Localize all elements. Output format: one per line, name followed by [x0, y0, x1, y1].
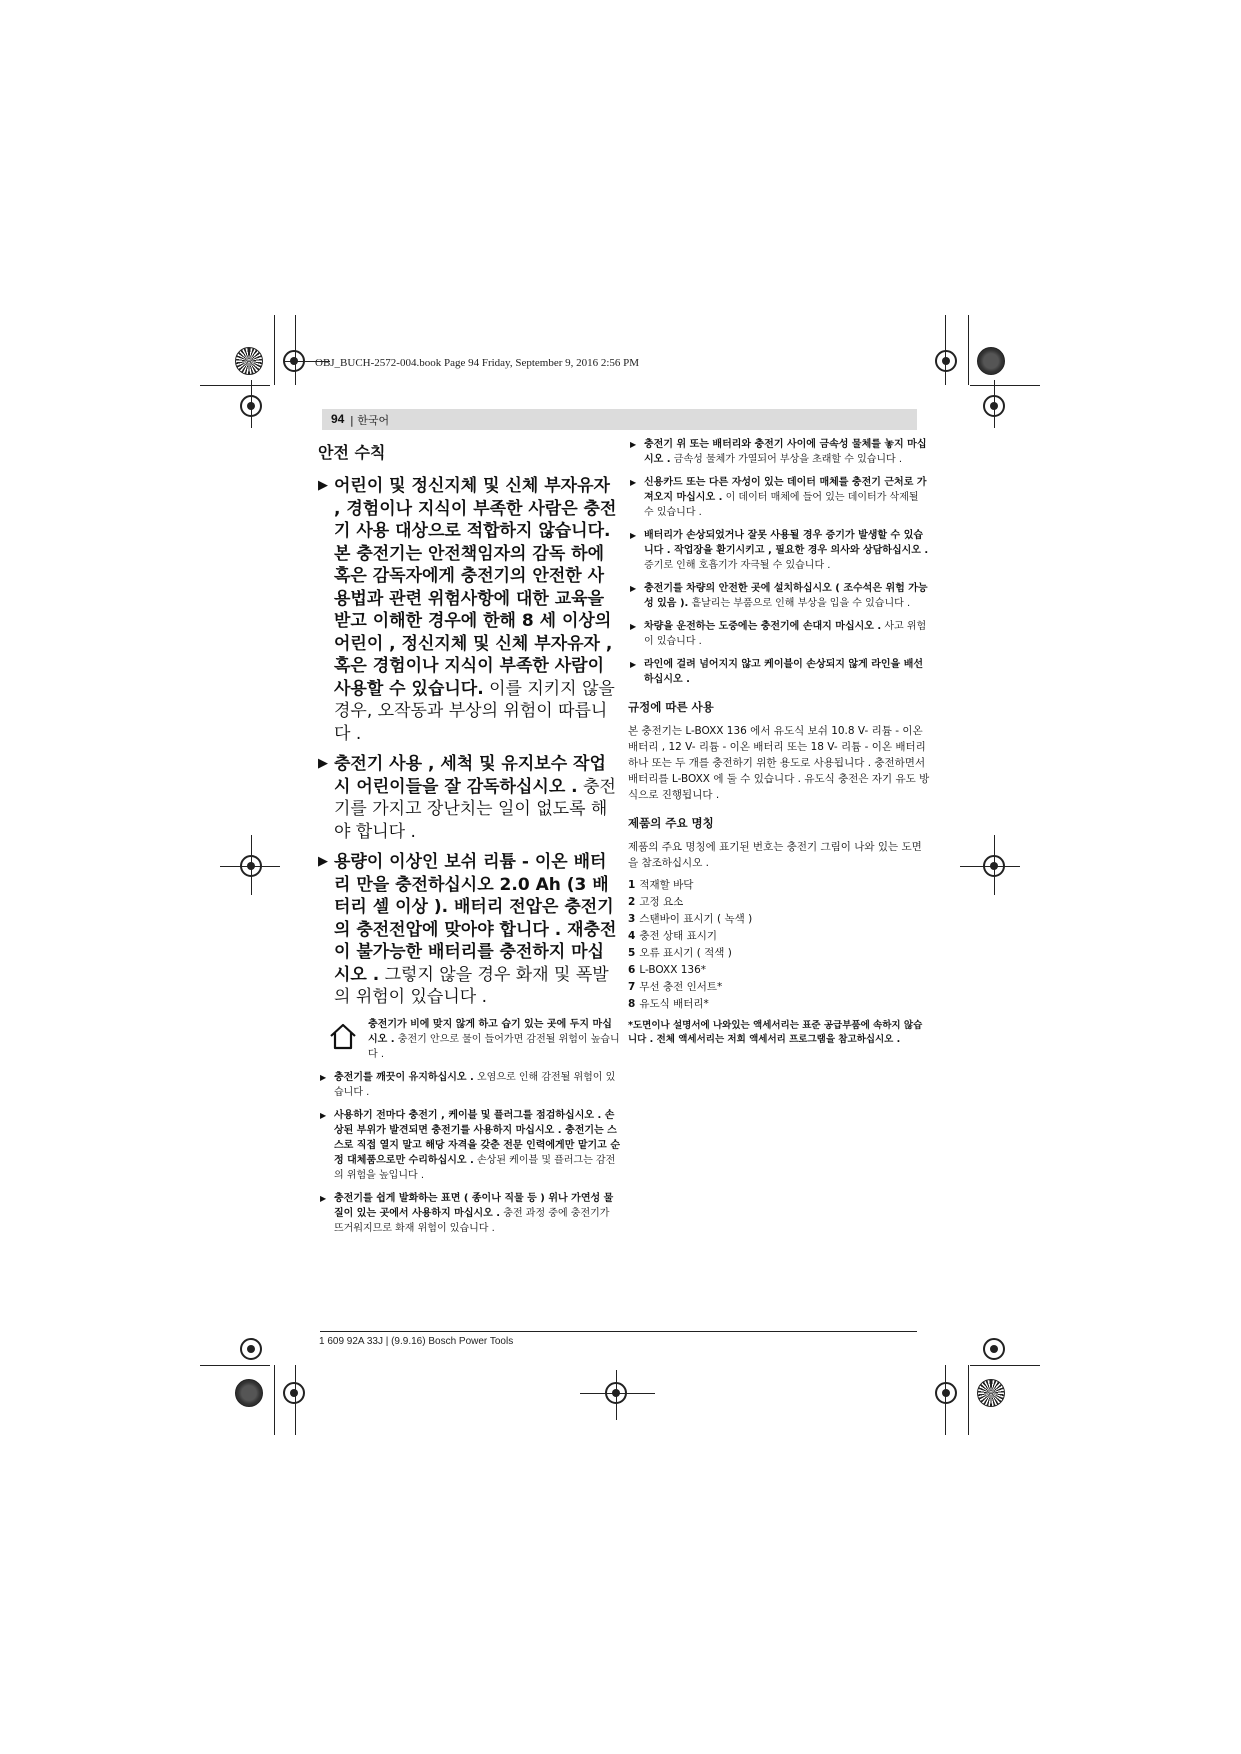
crop-line [200, 1365, 270, 1366]
crop-line [968, 315, 969, 385]
component-number: 3 [628, 913, 636, 925]
page-header-bar [322, 409, 917, 430]
list-item [628, 911, 930, 928]
crop-line [616, 1370, 617, 1420]
list-item [628, 996, 930, 1013]
bullet-arrow-icon: ▶ [318, 756, 328, 771]
file-header: OBJ_BUCH-2572-004.book Page 94 Friday, September 9, 2016 2:56 PM [315, 357, 640, 369]
list-item [628, 928, 930, 945]
registration-target-bottom-left [235, 1379, 263, 1407]
indoor-use-text: 충전기 안으로 물이 들어가면 감전될 위험이 높습니다 . [368, 1033, 620, 1060]
safety-item-text: 이 데이터 매체에 들어 있는 데이터가 삭제될 수 있습니다 . [644, 492, 919, 518]
crop-line [945, 315, 946, 385]
right-column [628, 437, 930, 1047]
indoor-use-bold: 충전기가 비에 맞지 않게 하고 습기 있는 곳에 두지 마십시오 . [368, 1018, 612, 1045]
safety-item-small [628, 619, 930, 649]
safety-item-bold: 배터리가 손상되었거나 잘못 사용될 경우 증기가 발생할 수 있습니다 . 작업장을 환기시키고 , 필요한 경우 의사와 상담하십시오 . [644, 530, 929, 556]
safety-item-bold: 용량이 이상인 보쉬 리튬 - 이온 배터리 만을 충전하십시오 2.0 Ah (3 배터리 셀 이상 ). 배터리 전압은 충전기의 충전전압에 맞아야 합니다 . 재충전이 불가능한 배터리를 충전하지 마십시오 . [334, 852, 617, 985]
crosshair-mark [283, 1382, 305, 1404]
component-number: 5 [628, 947, 636, 959]
crop-line [970, 385, 1040, 386]
component-number: 4 [628, 930, 636, 942]
safety-item [318, 475, 620, 745]
bullet-arrow-icon: ▶ [630, 531, 637, 540]
safety-item-text: 충전 과정 중에 충전기가 뜨거워지므로 화재 위험이 있습니다 . [334, 1207, 610, 1234]
crop-line [960, 866, 1020, 867]
crop-line [274, 315, 275, 385]
bullet-arrow-icon: ▶ [318, 478, 328, 493]
page-number: 94 [331, 412, 345, 426]
registration-target-bottom-right [977, 1379, 1005, 1407]
component-number: 7 [628, 981, 636, 993]
crop-line [970, 1365, 1040, 1366]
component-label: 오류 표시기 ( 적색 ) [636, 947, 732, 959]
crop-line [200, 385, 270, 386]
safety-item-small [318, 1191, 620, 1236]
crop-line [220, 866, 280, 867]
list-item [628, 894, 930, 911]
safety-item [318, 851, 620, 1009]
component-label: 무선 충전 인서트* [636, 981, 723, 993]
page-footer: 1 609 92A 33J | (9.9.16) Bosch Power Tools [319, 1336, 514, 1347]
registration-target-top-left [235, 347, 263, 375]
safety-item-text: 증기로 인해 호흡기가 자극될 수 있습니다 . [644, 560, 831, 571]
safety-item-small [628, 475, 930, 520]
intended-use-heading: 규정에 따른 사용 [628, 700, 714, 714]
bullet-arrow-icon: ▶ [630, 584, 637, 593]
safety-item-text: 손상된 케이블 및 플러그는 감전의 위험을 높입니다 . [334, 1154, 616, 1181]
crop-line [295, 1365, 296, 1435]
crosshair-mark [935, 350, 957, 372]
left-column [318, 440, 620, 1244]
safety-item-bold: 차량을 운전하는 도중에는 충전기에 손대지 마십시오 . [644, 621, 882, 632]
safety-item-bold: 어린이 및 정신지체 및 신체 부자유자 , 경험이나 지식이 부족한 사람은 충전기 사용 대상으로 적합하지 않습니다. 본 충전기는 안전책임자의 감독 하에 혹은 감독자에게 충전기의 안전한 사용법과 관련 위험사항에 대한 교육을 받고 이해한 경우에 한해 8 세 이상의 어린이 , 정신지체 및 신체 부자유자 , 혹은 경험이나 지식이 부족한 사람이 사용할 수 있습니다. [334, 476, 617, 699]
crosshair-mark [240, 1338, 262, 1360]
safety-item-bold: 신용카드 또는 다른 자성이 있는 데이터 매체를 충전기 근처로 가져오지 마십시오 . [644, 477, 927, 503]
safety-item-small [628, 528, 930, 573]
bullet-arrow-icon: ▶ [320, 1193, 327, 1203]
safety-item-small [628, 581, 930, 611]
safety-item-bold: 라인에 걸려 넘어지지 않고 케이블이 손상되지 않게 라인을 배선하십시오 . [644, 659, 924, 685]
safety-item-bold: 충전기 위 또는 배터리와 충전기 사이에 금속성 물체를 놓지 마십시오 . [644, 439, 927, 465]
component-number: 6 [628, 964, 636, 976]
safety-item [318, 753, 620, 843]
safety-item-text: 사고 위험이 있습니다 . [644, 621, 927, 647]
crosshair-mark [935, 1382, 957, 1404]
accessories-note: *도면이나 설명서에 나와있는 액세서리는 표준 공급부품에 속하지 않습니다 . 전체 액세서리는 저희 액세서리 프로그램을 참고하십시오 . [628, 1020, 923, 1045]
component-label: 고정 요소 [636, 896, 684, 908]
component-number: 8 [628, 998, 636, 1010]
list-item [628, 979, 930, 996]
intended-use-text: 본 충전기는 L-BOXX 136 에서 유도식 보쉬 10.8 V- 리튬 - 이온 배터리 , 12 V- 리튬 - 이온 배터리 또는 18 V- 리튬 - 이온 배터리 하나 또는 두 개를 충전하기 위한 용도로 사용됩니다 . 충전하면서 배터리를 L-BOXX 에 둘 수 있습니다 . 유도식 충전은 자기 유도 방식으로 진행됩니다 . [628, 725, 930, 801]
component-label: 충전 상태 표시기 [636, 930, 718, 942]
bullet-arrow-icon: ▶ [318, 854, 328, 869]
section-title: 안전 수칙 [318, 443, 386, 462]
bullet-arrow-icon: ▶ [630, 660, 637, 669]
safety-item-bold: 충전기를 차량의 안전한 곳에 설치하십시오 ( 조수석은 위험 가능성 있음 ). [644, 583, 928, 609]
safety-item-small [628, 657, 930, 687]
bullet-arrow-icon: ▶ [320, 1110, 327, 1120]
list-item [628, 877, 930, 894]
safety-item-small [318, 1070, 620, 1100]
crosshair-mark [983, 1338, 1005, 1360]
bullet-arrow-icon: ▶ [630, 622, 637, 631]
crop-line [295, 315, 296, 385]
list-item [628, 945, 930, 962]
component-label: 적재할 바닥 [636, 879, 694, 891]
components-intro: 제품의 주요 명칭에 표기된 번호는 충전기 그림이 나와 있는 도면을 참조하십시오 . [628, 841, 922, 869]
component-label: 유도식 배터리* [636, 998, 709, 1010]
list-item [628, 962, 930, 979]
safety-item-bold: 충전기 사용 , 세척 및 유지보수 작업 시 어린이들을 잘 감독하십시오 . [334, 754, 606, 797]
component-label: 스탠바이 표시기 ( 녹색 ) [636, 913, 753, 925]
crop-line [580, 1393, 655, 1394]
safety-item-text: 금속성 물체가 가열되어 부상을 초래할 수 있습니다 . [670, 454, 903, 465]
safety-item-text: 오염으로 인해 감전될 위험이 있습니다 . [334, 1071, 616, 1098]
component-number: 1 [628, 879, 636, 891]
crop-line [994, 835, 995, 895]
safety-item-small [318, 1108, 620, 1183]
crop-line [251, 835, 252, 895]
safety-item-text: 충전기를 가지고 장난치는 일이 없도록 해야 합니다 . [334, 776, 616, 842]
safety-item-text: 그렇지 않을 경우 화재 및 폭발의 위험이 있습니다 . [334, 964, 609, 1007]
bullet-arrow-icon: ▶ [630, 478, 637, 487]
crop-line [994, 380, 995, 428]
safety-item-bold: 충전기를 깨끗이 유지하십시오 . [334, 1071, 474, 1083]
safety-item-small [628, 437, 930, 467]
component-number: 2 [628, 896, 636, 908]
crop-line [274, 1365, 275, 1435]
safety-item-text: 흩날리는 부품으로 인해 부상을 입을 수 있습니다 . [688, 598, 911, 609]
registration-target-top-right [977, 347, 1005, 375]
bullet-arrow-icon: ▶ [630, 440, 637, 449]
safety-item-text: 이를 지키지 않을 경우, 오작동과 부상의 위험이 따릅니다 . [334, 678, 615, 744]
crop-line [945, 1365, 946, 1435]
components-list [628, 877, 930, 1013]
component-label: L-BOXX 136* [636, 964, 707, 976]
safety-item-bold: 충전기를 쉽게 발화하는 표면 ( 종이나 직물 등 ) 위나 가연성 물질이 있는 곳에서 사용하지 마십시오 . [334, 1192, 614, 1219]
indoor-use-item [318, 1017, 620, 1062]
bullet-arrow-icon: ▶ [320, 1072, 327, 1082]
safety-item-bold: 사용하기 전마다 충전기 , 케이블 및 플러그를 점검하십시오 . 손상된 부위가 발견되면 충전기를 사용하지 마십시오 . 충전기는 스스로 직접 열지 말고 해당 자격을 갖춘 전문 인력에게만 맡기고 순정 대체품으로만 수리하십시오 . [334, 1109, 620, 1166]
crop-line [251, 380, 252, 428]
crop-line [968, 1365, 969, 1435]
footer-rule [320, 1331, 917, 1332]
components-heading: 제품의 주요 명칭 [628, 816, 714, 830]
house-icon [328, 1021, 358, 1051]
page-language: | 한국어 [350, 414, 390, 427]
